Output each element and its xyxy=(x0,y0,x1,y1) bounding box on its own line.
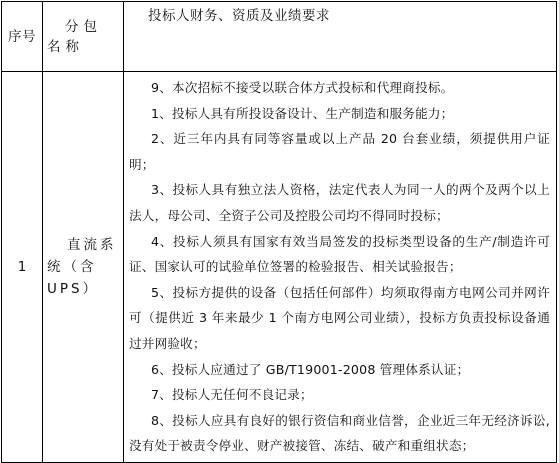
header-no: 序号 xyxy=(2,2,43,72)
requirement-item: 8、投标人应具有良好的银行资信和商业信誉，企业近三年无经济诉讼,没有处于被责令停业、财产被接管、冻结、破产和重组状态； xyxy=(129,412,550,454)
requirement-item: 7、投标人无任何不良记录； xyxy=(151,387,313,403)
header-name: 分包名称 xyxy=(43,2,124,72)
requirement-item: 1、投标人具有所投设备设计、生产制造和服务能力； xyxy=(151,105,454,121)
requirements-table xyxy=(1,1,557,463)
requirement-item: 5、投标方提供的设备（包括任何部件）均须取得南方电网公司并网许可（提供近 3 年来最少 1 个南方电网公司业绩），投标方负责投标设备通过并网验收； xyxy=(129,284,550,351)
requirement-item: 6、投标人应通过了 GB/T19001-2008 管理体系认证； xyxy=(151,361,470,377)
row-package-name: 直流系统（含UPS） xyxy=(43,72,124,463)
table-header-row xyxy=(2,2,557,72)
header-requirements: 投标人财务、资质及业绩要求 xyxy=(124,2,557,72)
requirement-item: 9、本次招标不接受以联合体方式投标和代理商投标。 xyxy=(151,80,454,95)
requirement-item: 3、投标人具有独立法人资格，法定代表人为同一人的两个及两个以上法人，母公司、全资子公司及控股公司均不得同时投标； xyxy=(129,182,550,223)
row-no: 1 xyxy=(2,72,43,463)
requirement-item: 2、近三年内具有同等容量或以上产品 20 台套业绩，须提供用户证明； xyxy=(129,131,550,172)
table-row xyxy=(2,72,557,463)
requirement-item: 4、投标人须具有国家有效当局签发的投标类型设备的生产/制造许可证、国家认可的试验单位签署的检验报告、相关试验报告； xyxy=(129,233,550,275)
row-requirements xyxy=(124,72,557,463)
